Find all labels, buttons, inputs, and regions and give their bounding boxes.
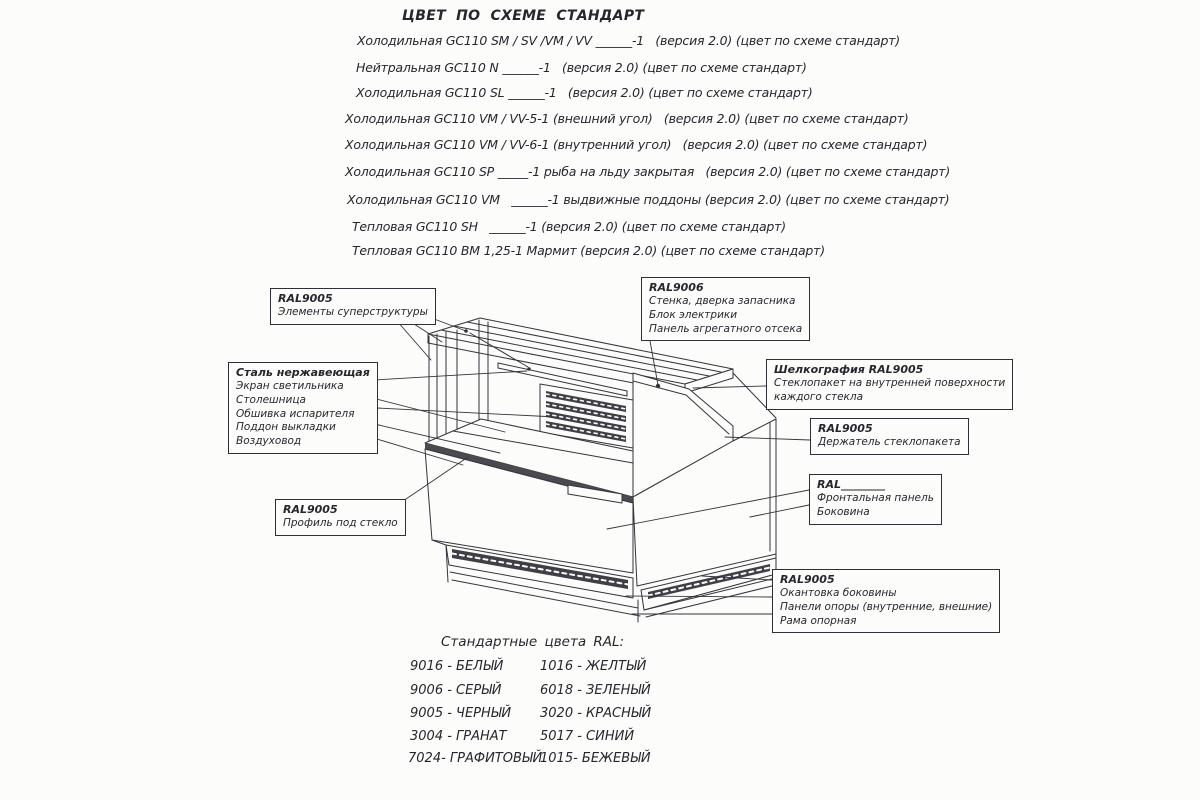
ral-item: 3020 - КРАСНЫЙ [540,706,652,721]
callout-title: RAL9005 [780,573,835,586]
callout-line: Элементы суперструктуры [278,306,428,319]
callout-front-side [809,474,942,525]
callout-line: Рама опорная [780,614,857,627]
callout-line: Стенка, дверка запасника [649,295,796,308]
product-line-1: Холодильная GC110 SM / SV /VM / VV ______-1 (версия 2.0) (цвет по схеме стандарт) [357,33,900,48]
ral-item: 9005 - ЧЕРНЫЙ [410,706,512,721]
callout-line: Стеклопакет на внутренней поверхности [774,377,1006,390]
callout-title: Сталь нержавеющая [236,366,370,379]
product-line-6: Холодильная GC110 SP _____-1 рыба на льду закрытая (версия 2.0) (цвет по схеме стандарт) [345,164,951,179]
callout-title: RAL9005 [283,503,338,516]
callout-line: Профиль под стекло [283,517,398,530]
callout-title: Шелкография RAL9005 [774,363,924,376]
product-line-7: Холодильная GC110 VM ______-1 выдвижные поддоны (версия 2.0) (цвет по схеме стандарт) [347,192,950,207]
callout-line: Столешница [236,393,306,406]
callout-line: Панель агрегатного отсека [649,322,803,335]
callout-line: Окантовка боковины [780,587,897,600]
ral-item: 1015- БЕЖЕВЫЙ [540,751,651,766]
callout-back-unit [641,277,810,341]
callout-title: RAL9005 [818,422,873,435]
product-line-2: Нейтральная GC110 N ______-1 (версия 2.0) (цвет по схеме стандарт) [356,60,807,75]
callout-line: Воздуховод [236,434,302,447]
callout-title: RAL________ [817,478,885,491]
product-line-9: Тепловая GC110 BM 1,25-1 Мармит (версия 2.0) (цвет по схеме стандарт) [352,243,825,258]
ral-item: 6018 - ЗЕЛЕНЫЙ [540,683,651,698]
product-line-8: Тепловая GC110 SH ______-1 (версия 2.0) (цвет по схеме стандарт) [352,219,786,234]
callout-base [772,569,1000,633]
callout-title: RAL9005 [278,292,333,305]
callout-line: Обшивка испарителя [236,407,355,420]
callout-line: Блок электрики [649,308,738,321]
callout-silkscreen [766,359,1013,410]
ral-heading: Стандартные цвета RAL: [441,634,625,650]
callout-line: Держатель стеклопакета [818,436,961,449]
page-title: ЦВЕТ ПО СХЕМЕ СТАНДАРТ [402,8,645,24]
callout-line: Фронтальная панель [817,492,934,505]
ral-item: 9006 - СЕРЫЙ [410,683,502,698]
ral-item: 5017 - СИНИЙ [540,729,635,744]
callout-line: Экран светильника [236,380,344,393]
ral-item: 3004 - ГРАНАТ [410,729,507,744]
product-line-4: Холодильная GC110 VM / VV-5-1 (внешний угол) (версия 2.0) (цвет по схеме стандарт) [345,111,909,126]
product-line-5: Холодильная GC110 VM / VV-6-1 (внутренний угол) (версия 2.0) (цвет по схеме стандарт) [345,137,928,152]
ral-item: 1016 - ЖЕЛТЫЙ [540,659,647,674]
callout-line: Панели опоры (внутренние, внешние) [780,600,993,613]
callout-glass-profile [275,499,406,536]
callout-line: Поддон выкладки [236,421,336,434]
ral-item: 9016 - БЕЛЫЙ [410,659,504,674]
callout-glass-holder [810,418,969,455]
ral-item: 7024- ГРАФИТОВЫЙ [408,751,543,766]
callout-stainless [228,362,378,454]
product-line-3: Холодильная GC110 SL ______-1 (версия 2.0) (цвет по схеме стандарт) [356,85,813,100]
callout-superstructure [270,288,436,325]
callout-line: Боковина [817,505,870,518]
callout-line: каждого стекла [774,390,864,403]
callout-title: RAL9006 [649,281,704,294]
